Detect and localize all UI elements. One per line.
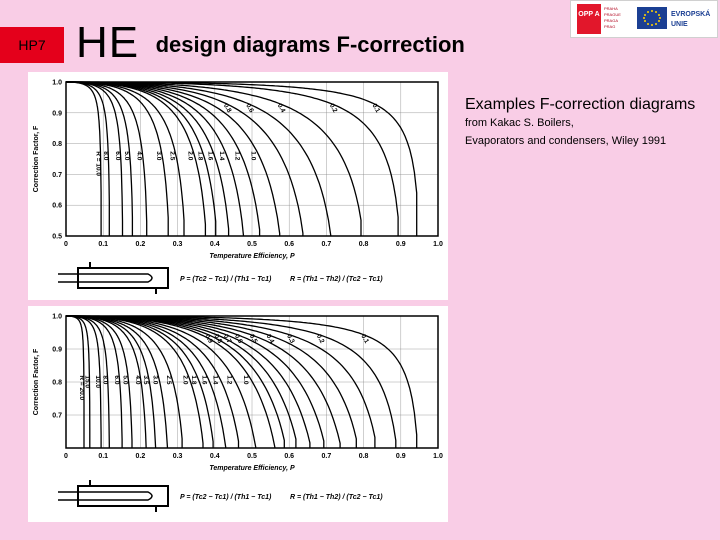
exchanger-schematic-icon xyxy=(58,480,168,512)
curve-label: 1.2 xyxy=(233,151,241,161)
x-tick-label: 0.6 xyxy=(284,241,295,248)
formula-r: R = (Th1 − Th2) / (Tc2 − Tc1) xyxy=(290,276,383,283)
x-axis-label: Temperature Efficiency, P xyxy=(209,465,295,472)
y-tick-label: 0.6 xyxy=(52,202,62,210)
curve-label: 1.8 xyxy=(190,375,198,385)
caption-source-2: Evaporators and condensers, Wiley 1991 xyxy=(465,135,667,147)
curve-label: 2.0 xyxy=(186,151,194,161)
chart-panel-bottom xyxy=(28,306,448,522)
curve-label: 8.0 xyxy=(102,151,110,161)
curve-label: 0.3 xyxy=(285,333,296,345)
x-axis-label: Temperature Efficiency, P xyxy=(209,253,295,260)
caption-main: Examples F-correction diagrams xyxy=(465,96,696,113)
svg-text:PRAG: PRAG xyxy=(604,24,616,29)
x-tick-label: 0.4 xyxy=(209,453,220,460)
curve-label: 2.0 xyxy=(181,375,189,385)
x-tick-label: 0 xyxy=(64,453,68,460)
x-tick-label: 0.2 xyxy=(135,453,146,460)
curve-label: 3.0 xyxy=(154,151,162,161)
svg-text:PRAHA: PRAHA xyxy=(604,6,618,11)
x-tick-label: 0.8 xyxy=(358,453,369,460)
curve-label: 6.0 xyxy=(114,151,122,161)
curve-label: 1.6 xyxy=(200,375,208,385)
curve-label: 1.0 xyxy=(242,375,250,385)
curve-label: 0.5 xyxy=(247,333,259,345)
curve-label: 0.4 xyxy=(264,333,276,345)
curve-label: 6.0 xyxy=(112,375,120,385)
x-tick-label: 0.5 xyxy=(247,241,257,248)
chart-panel-top xyxy=(28,72,448,300)
y-tick-label: 0.5 xyxy=(52,233,62,241)
eu-text-line2: UNIE xyxy=(671,21,688,28)
y-tick-label: 1.0 xyxy=(52,79,62,87)
curve-label: 1.4 xyxy=(217,151,225,161)
y-tick-label: 0.8 xyxy=(52,379,62,387)
curve-label: R = 20.0 xyxy=(77,375,85,401)
x-tick-label: 0.7 xyxy=(321,241,332,248)
x-tick-label: 0.6 xyxy=(284,453,295,460)
x-tick-label: 0.2 xyxy=(135,241,146,248)
y-tick-label: 0.9 xyxy=(52,110,62,118)
y-tick-label: 0.8 xyxy=(52,141,62,149)
curve-label: 2.5 xyxy=(164,375,172,385)
curve-label: 0.2 xyxy=(314,333,326,345)
curve-label: 5.0 xyxy=(121,375,129,385)
curve-label: 1.0 xyxy=(249,151,257,161)
praha-logo-text xyxy=(604,6,621,29)
curve-label: 3.5 xyxy=(141,375,149,385)
curve-label: 1.4 xyxy=(211,375,219,385)
curve-label: 1.6 xyxy=(206,151,214,161)
formula-p: P = (Tc2 − Tc1) / (Th1 − Tc1) xyxy=(180,276,272,283)
y-tick-label: 0.7 xyxy=(52,171,62,179)
curve-label: 15.0 xyxy=(83,375,91,389)
plot-area xyxy=(66,316,438,448)
curve-label: 4.0 xyxy=(135,151,143,161)
curve-label: 0.4 xyxy=(275,102,287,114)
f-correction-chart-top xyxy=(28,72,448,300)
x-tick-label: 0.3 xyxy=(172,241,183,248)
opp-logo-text: OPP A xyxy=(578,11,600,18)
curve-label: 0.9 xyxy=(203,333,214,345)
curve-label: 0.1 xyxy=(359,333,371,345)
svg-text:PRAGUE: PRAGUE xyxy=(604,12,621,17)
x-tick-label: 1.0 xyxy=(433,453,443,460)
y-axis-label: Correction Factor, F xyxy=(33,348,40,416)
x-tick-label: 0.1 xyxy=(98,453,109,460)
curve-label: 5.0 xyxy=(123,151,131,161)
x-tick-label: 0.5 xyxy=(247,453,257,460)
curve-label: 0.2 xyxy=(327,102,339,114)
svg-text:PRAGA: PRAGA xyxy=(604,18,619,23)
curve-label: 10.0 xyxy=(93,375,101,389)
opp-logo-block xyxy=(577,4,601,34)
slide-title xyxy=(76,18,465,68)
curve-r-6 xyxy=(66,82,123,236)
curve-label: 1.2 xyxy=(225,375,233,385)
x-tick-label: 0.8 xyxy=(358,241,369,248)
formula-p: P = (Tc2 − Tc1) / (Th1 − Tc1) xyxy=(180,494,272,501)
curve-label: 0.6 xyxy=(244,102,255,114)
slide-code: HP7 xyxy=(18,37,46,53)
side-caption xyxy=(465,96,715,149)
curve-label: 4.0 xyxy=(133,375,141,385)
caption-source-1: from Kakac S. Boilers, xyxy=(465,117,574,129)
curve-label: 0.6 xyxy=(233,333,244,345)
logo-banner xyxy=(570,0,718,38)
x-tick-label: 1.0 xyxy=(433,241,443,248)
curve-label: 1.8 xyxy=(196,151,204,161)
plot-area xyxy=(66,82,438,236)
x-tick-label: 0.7 xyxy=(321,453,332,460)
curve-label: 3.0 xyxy=(151,375,159,385)
x-tick-label: 0.9 xyxy=(395,241,406,248)
curve-label: R = 10.0 xyxy=(94,151,102,177)
logo-graphic xyxy=(571,1,717,37)
title-text: design diagrams F-correction xyxy=(155,32,465,57)
x-tick-label: 0.3 xyxy=(172,453,183,460)
x-tick-label: 0.4 xyxy=(209,241,220,248)
curve-r-2 xyxy=(66,82,205,236)
eu-text-line1: EVROPSKÁ xyxy=(671,11,711,18)
slide-code-badge xyxy=(0,27,64,63)
curve-label: 0.8 xyxy=(221,102,233,114)
curve-label: 2.5 xyxy=(168,151,176,161)
curve-label: 0.8 xyxy=(212,333,224,345)
curve-label: 0.7 xyxy=(221,333,233,345)
title-abbrev: HE xyxy=(76,18,140,67)
x-tick-label: 0 xyxy=(64,241,68,248)
y-axis-label: Correction Factor, F xyxy=(33,125,40,193)
y-tick-label: 0.9 xyxy=(52,346,62,354)
y-tick-label: 1.0 xyxy=(52,313,62,321)
x-tick-label: 0.1 xyxy=(98,241,109,248)
exchanger-schematic-icon xyxy=(58,262,168,294)
curve-label: 0.1 xyxy=(370,102,382,114)
curve-label: 8.0 xyxy=(101,375,109,385)
y-tick-label: 0.7 xyxy=(52,412,62,420)
formula-r: R = (Th1 − Th2) / (Tc2 − Tc1) xyxy=(290,494,383,501)
curve-r-1-4 xyxy=(66,82,244,236)
f-correction-chart-bottom xyxy=(28,306,448,522)
x-tick-label: 0.9 xyxy=(395,453,406,460)
